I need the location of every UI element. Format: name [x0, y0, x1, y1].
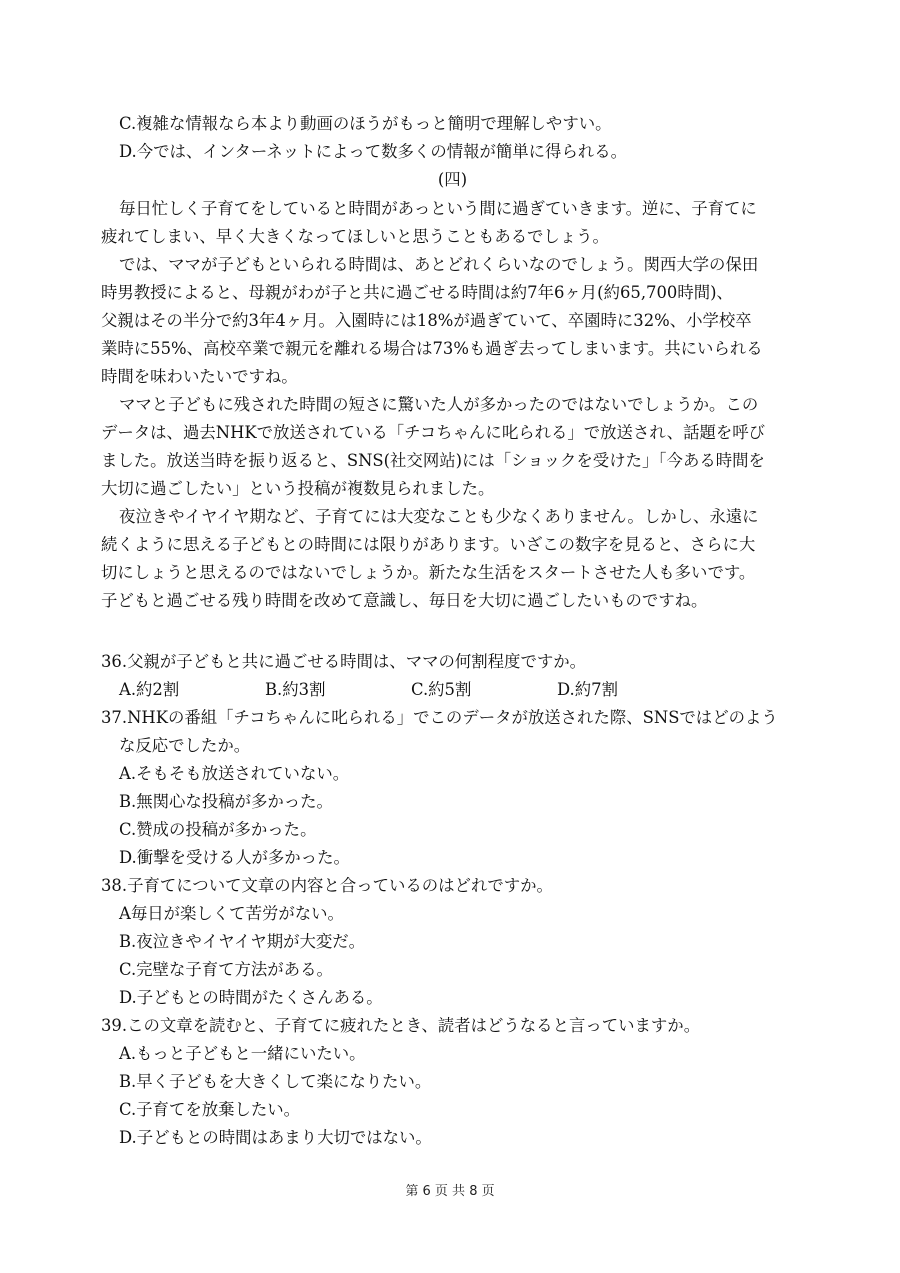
- previous-question-options: [75, 110, 830, 194]
- passage-line: 毎日忙しく子育てをしていると時間があっという間に過ぎていきます。逆に、子育てに: [119, 199, 757, 218]
- option-d: D.子どもとの時間はあまり大切ではない。: [119, 1128, 432, 1147]
- option-d: D.約7割: [557, 680, 618, 699]
- passage-line: 父親はその半分で約3年4ヶ月。入園時には18%が過ぎていて、卒園時に32%、小学校卒: [101, 311, 752, 330]
- reading-passage: [75, 195, 830, 615]
- option-c: C.約5割: [411, 680, 472, 699]
- option-c: C.赞成の投稿が多かった。: [119, 820, 317, 839]
- passage-line: データは、過去NHKで放送されている「チコちゃんに叱られる」で放送され、話題を呼び: [101, 423, 766, 442]
- passage-line: 子どもと過ごせる残り時間を改めて意識し、毎日を大切に過ごしたいものですね。: [101, 591, 708, 610]
- questions: [75, 648, 830, 1152]
- question-38: 38.子育てについて文章の内容と合っているのはどれですか。: [101, 876, 553, 895]
- question-36-options: [75, 676, 830, 704]
- question-36: 36.父親が子どもと共に過ごせる時間は、ママの何割程度ですか。: [101, 652, 587, 671]
- passage-line: 時間を味わいたいですね。: [101, 367, 298, 386]
- passage-line: 時男教授によると、母親がわが子と共に過ごせる時間は約7年6ヶ月(約65,700時間)、: [101, 283, 733, 302]
- option-a: A毎日が楽しくて苦労がない。: [119, 904, 344, 923]
- option-d: D.衝撃を受ける人が多かった。: [119, 848, 350, 867]
- question-39: 39.この文章を読むと、子育てに疲れたとき、読者はどうなると言っていますか。: [101, 1016, 701, 1035]
- passage-line: 大切に過ごしたい」という投稿が複数見られました。: [101, 479, 495, 498]
- passage-line: 続くように思える子どもとの時間には限りがあります。いざこの数字を見ると、さらに大: [101, 535, 756, 554]
- question-37: 37.NHKの番組「チコちゃんに叱られる」でこのデータが放送された際、SNSではどのよう: [101, 708, 778, 727]
- option-b: B.早く子どもを大きくして楽になりたい。: [119, 1072, 432, 1091]
- passage-line: ました。放送当時を振り返ると、SNS(社交网站)には「ショックを受けた」「今ある時間を: [101, 451, 765, 470]
- option-b: B.無関心な投稿が多かった。: [119, 792, 333, 811]
- passage-line: 夜泣きやイヤイヤ期など、子育てには大変なことも少なくありません。しかし、永遠に: [119, 507, 759, 526]
- section-title: (四): [437, 170, 468, 189]
- question-37-continued: な反応でしたか。: [119, 736, 251, 755]
- passage-line: 業時に55%、高校卒業で親元を離れる場合は73%も過ぎ去ってしまいます。共にいられる: [101, 339, 763, 358]
- option-a: A.もっと子どもと一緒にいたい。: [119, 1044, 366, 1063]
- option-b: B.夜泣きやイヤイヤ期が大変だ。: [119, 932, 366, 951]
- option-b: B.約3割: [265, 680, 326, 699]
- option-c: C.子育てを放棄したい。: [119, 1100, 301, 1119]
- option-c: C.複雑な情報なら本より動画のほうがもっと簡明で理解しやすい。: [119, 114, 612, 133]
- option-d: D.今では、インターネットによって数多くの情報が簡単に得られる。: [119, 142, 628, 161]
- option-c: C.完壁な子育て方法がある。: [119, 960, 333, 979]
- passage-line: では、ママが子どもといられる時間は、あとどれくらいなのでしょう。関西大学の保田: [119, 255, 759, 274]
- option-a: A.約2割: [119, 680, 180, 699]
- passage-line: 疲れてしまい、早く大きくなってほしいと思うこともあるでしょう。: [101, 227, 609, 246]
- page-footer: 第 6 页 共 8 页: [405, 1184, 495, 1199]
- passage-line: ママと子どもに残された時間の短さに驚いた人が多かったのではないでしょうか。この: [119, 395, 759, 414]
- option-d: D.子どもとの時間がたくさんある。: [119, 988, 383, 1007]
- option-a: A.そもそも放送されていない。: [119, 764, 350, 783]
- passage-line: 切にしょうと思えるのではないでしょうか。新たな生活をスタートさせた人も多いです。: [101, 563, 756, 582]
